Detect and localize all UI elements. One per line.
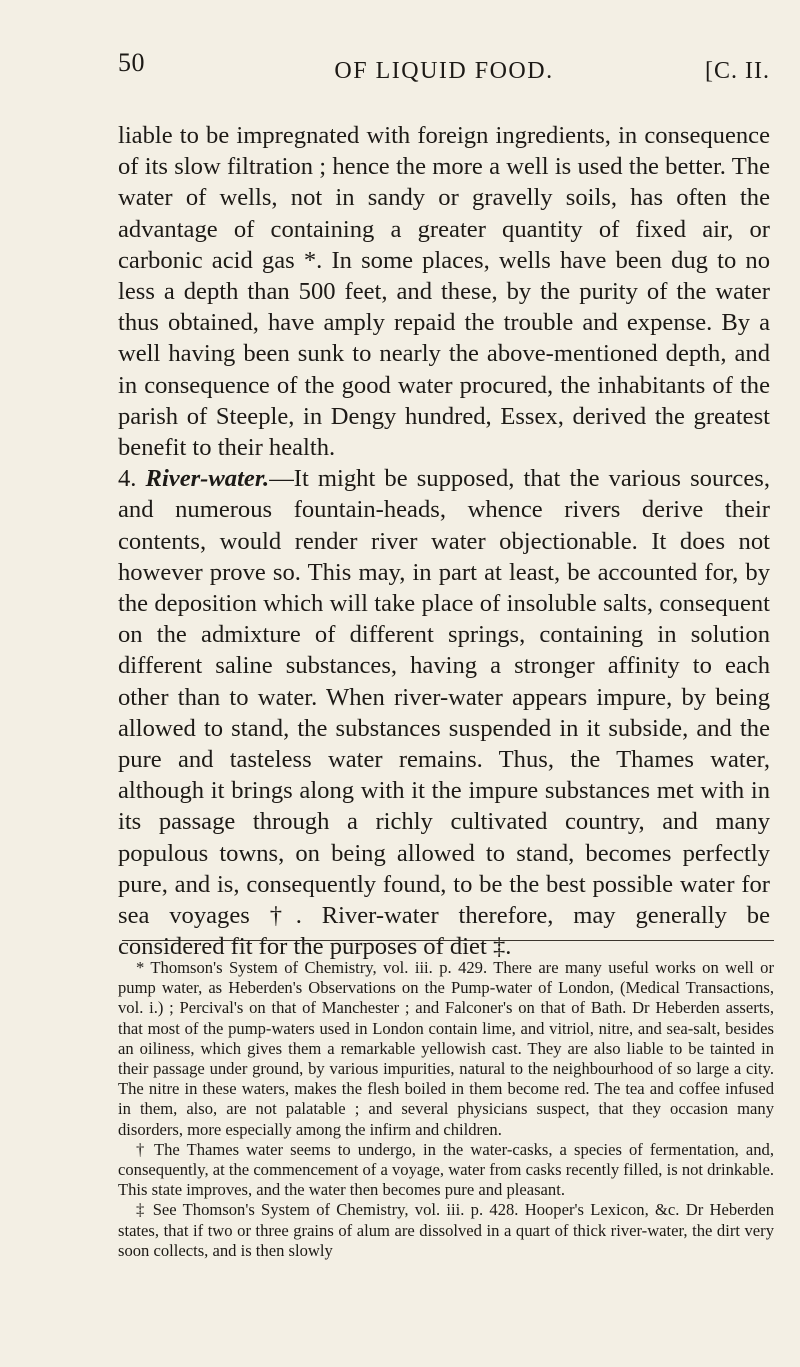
page-number: 50 <box>118 48 145 77</box>
section-number: 4. <box>118 465 137 493</box>
footnotes <box>118 958 774 1261</box>
main-text <box>118 120 770 962</box>
paragraph-wells: liable to be impregnated with foreign ingredients, in consequence of its slow filtration ; hence the more a well is used the better. The water of wells, not in sandy or gravelly soils, has often the advantage of containing a greater quantity of fixed air, or carbonic acid gas *. In some places, wells have been dug to no less a depth than 500 feet, and these, by the purity of the water thus obtained, have amply repaid the trouble and expense. By a well having been sunk to nearly the above-mentioned depth, and in consequence of the good water procured, the inhabitants of the parish of Steeple, in Dengy hundred, Essex, derived the greatest benefit to their health. <box>118 122 770 462</box>
paragraph-river-water-text: —It might be supposed, that the various sources, and numerous fountain-heads, whence rivers derive their contents, would render river water objectionable. It does not however prove so. This may, in part at least, be accounted for, by the deposition which will take place of insoluble salts, consequent on the admixture of different springs, containing in solution different saline substances, having a stronger affinity to each other than to water. When river-water appears impure, by being allowed to stand, the substances suspended in it subside, and the pure and tasteless water remains. Thus, the Thames water, although it brings along with it the impure substances met with in its passage through a richly cultivated country, and many populous towns, on being allowed to stand, becomes perfectly pure, and is, consequently found, to be the best possible water for sea voyages †. River-water therefore, may generally be considered fit for the purposes of diet ‡. <box>118 465 770 961</box>
section-title: River-water. <box>145 465 270 493</box>
footnote-dagger: † The Thames water seems to undergo, in the water-casks, a species of fermentation, and, consequently, at the commencement of a voyage, water from casks recently filled, is not drinkable. This state improves, and the water then becomes pure and pleasant. <box>118 1139 774 1200</box>
page-header <box>118 48 770 98</box>
paragraph-river-water <box>118 463 770 962</box>
chapter-marker: [C. II. <box>705 58 770 84</box>
running-title: OF LIQUID FOOD. <box>334 58 554 84</box>
footnote-divider <box>122 940 774 941</box>
footnote-asterisk: * Thomson's System of Chemistry, vol. iii. p. 429. There are many useful works on well or pump water, as Heberden's Observations on the Pump-water of London, (Medical Transactions, vol. i.) ; Percival's on that of Manchester ; and Falconer's on that of Bath. Dr Heberden asserts, that most of the pump-waters used in London contain lime, and vitriol, nitre, and sea-salt, besides an oiliness, which gives them a remarkable yellowish cast. They are also liable to be tainted in their passage under ground, by various impurities, natural to the neighbourhood of so large a city. The nitre in these waters, makes the flesh boiled in them become red. The tea and coffee infused in them, also, are not palatable ; and several physicians suspect, that they occasion many disorders, more especially among the infirm and children. <box>118 958 774 1139</box>
footnote-double-dagger: ‡ See Thomson's System of Chemistry, vol. iii. p. 428. Hooper's Lexicon, &c. Dr Heberden states, that if two or three grains of alum are dissolved in a quart of thick river-water, the dirt very soon collects, and is then slowly <box>118 1200 774 1260</box>
